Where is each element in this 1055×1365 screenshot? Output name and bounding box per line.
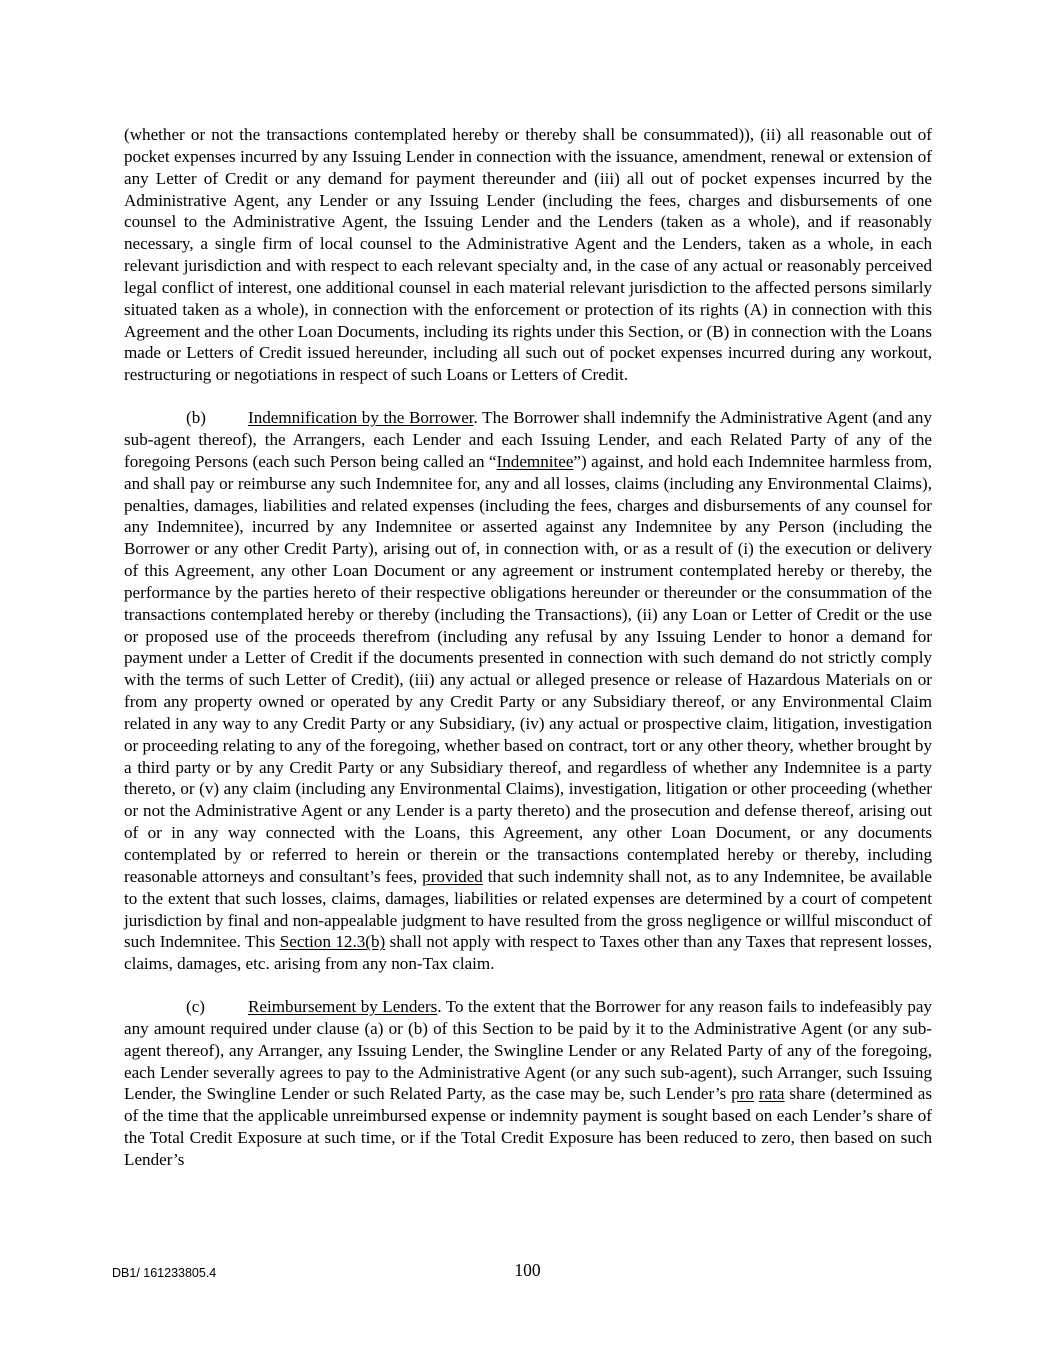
paragraph-intro-text: (whether or not the transactions contemplated hereby or thereby shall be consummated)), (ii) all reasonable out of pocket expenses incurred by any Issuing Lender in connection with the issuance, amendment, renewal or extension of any Letter of Credit or any demand for payment thereunder and (iii) all out of pocket expenses incurred by the Administrative Agent, any Lender or any Issuing Lender (including the fees, charges and disbursements of one counsel to the Administrative Agent, the Issuing Lender and the Lenders (taken as a whole), and if reasonably necessary, a single firm of local counsel to the Administrative Agent and the Lenders, taken as a whole, in each relevant jurisdiction and with respect to each relevant specialty and, in the case of any actual or reasonably perceived legal conflict of interest, one additional counsel in each material relevant jurisdiction to the affected persons similarly situated taken as a whole), in connection with the enforcement or protection of its rights (A) in connection with this Agreement and the other Loan Documents, including its rights under this Section, or (B) in connection with the Loans made or Letters of Credit issued hereunder, including all such out of pocket expenses incurred during any workout, restructuring or negotiations in respect of such Loans or Letters of Credit. — [124, 125, 932, 385]
pro-term: pro — [731, 1084, 754, 1104]
paragraph-b-label: (b) — [186, 408, 206, 428]
paragraph-intro — [124, 124, 932, 386]
paragraph-c-heading: Reimbursement by Lenders — [248, 997, 438, 1017]
paragraph-c-text-1: . To the extent that the Borrower for any reason fails to indefeasibly pay any amount required under clause (a) or (b) of this Section to be paid by it to the Administrative Agent (or any sub-agent thereof), any Arranger, any Issuing Lender, the Swingline Lender or any Related Party of any of the foregoing, each Lender severally agrees to pay to the Administrative Agent (or any such sub-agent), such Arranger, such Issuing Lender, the Swingline Lender or such Related Party, as the case may be, such Lender’s — [124, 997, 933, 1104]
paragraph-b-text-4: shall not apply with respect to Taxes other than any Taxes that represent losses, claims, damages, etc. arising from any non-Tax claim. — [124, 932, 932, 974]
paragraph-c — [124, 996, 932, 1171]
paragraph-b — [124, 407, 932, 975]
proviso-term: provided — [422, 866, 483, 886]
defined-term-indemnitee: Indemnitee — [496, 451, 574, 471]
section-reference: Section 12.3(b) — [279, 932, 386, 952]
paragraph-c-text-2: share (determined as of the time that the applicable unreimbursed expense or indemnity payment is sought based on each Lender’s share of the Total Credit Exposure at such time, or if the Total Credit Exposure has been reduced to zero, then based on such Lender’s — [124, 1084, 932, 1169]
page-number: 100 — [514, 1260, 541, 1280]
document-id: DB1/ 161233805.4 — [112, 1266, 217, 1280]
paragraph-c-label: (c) — [186, 997, 205, 1017]
rata-term: rata — [758, 1084, 785, 1104]
document-body — [124, 124, 932, 1191]
paragraph-b-text-1: . The Borrower shall indemnify the Administrative Agent (and any sub-agent thereof), the Arrangers, each Lender and each Issuing Lender, and each Related Party of any of the foregoing Persons (each such Person being called an “ — [124, 408, 933, 471]
paragraph-b-text-2: ”) against, and hold each Indemnitee harmless from, and shall pay or reimburse any such Indemnitee for, any and all losses, claims (including any Environmental Claims), penalties, damages, liabilities and related expenses (including the fees, charges and disbursements of any counsel for any Indemnitee), incurred by any Indemnitee or asserted against any Indemnitee by any Person (including the Borrower or any other Credit Party), arising out of, in connection with, or as a result of (i) the execution or delivery of this Agreement, any other Loan Document or any agreement or instrument contemplated hereby or thereby, the performance by the parties hereto of their respective obligations hereunder or thereunder or the consummation of the transactions contemplated hereby or thereby (including the Transactions), (ii) any Loan or Letter of Credit or the use or proposed use of the proceeds therefrom (including any refusal by any Issuing Lender to honor a demand for payment under a Letter of Credit if the documents presented in connection with such demand do not strictly comply with the terms of such Letter of Credit), (iii) any actual or alleged presence or release of Hazardous Materials on or from any property owned or operated by any Credit Party or any Subsidiary thereof, or any Environmental Claim related in any way to any Credit Party or any Subsidiary, (iv) any actual or prospective claim, litigation, investigation or proceeding relating to any of the foregoing, whether based on contract, tort or any other theory, whether brought by a third party or by any Credit Party or any Subsidiary thereof, and regardless of whether any Indemnitee is a party thereto, or (v) any claim (including any Environmental Claims), investigation, litigation or other proceeding (whether or not the Administrative Agent or any Lender is a party thereto) and the prosecution and defense thereof, arising out of or in any way connected with the Loans, this Agreement, any other Loan Document, or any documents contemplated by or referred to herein or therein or the transactions contemplated hereby or thereby, including reasonable attorneys and consultant’s fees, — [124, 451, 932, 886]
paragraph-b-heading: Indemnification by the Borrower — [248, 408, 474, 428]
paragraph-b-text-3: that such indemnity shall not, as to any Indemnitee, be available to the extent that such losses, claims, damages, liabilities or related expenses are determined by a court of competent jurisdiction by final and non-appealable judgment to have resulted from the gross negligence or willful misconduct of such Indemnitee. This — [124, 866, 932, 952]
